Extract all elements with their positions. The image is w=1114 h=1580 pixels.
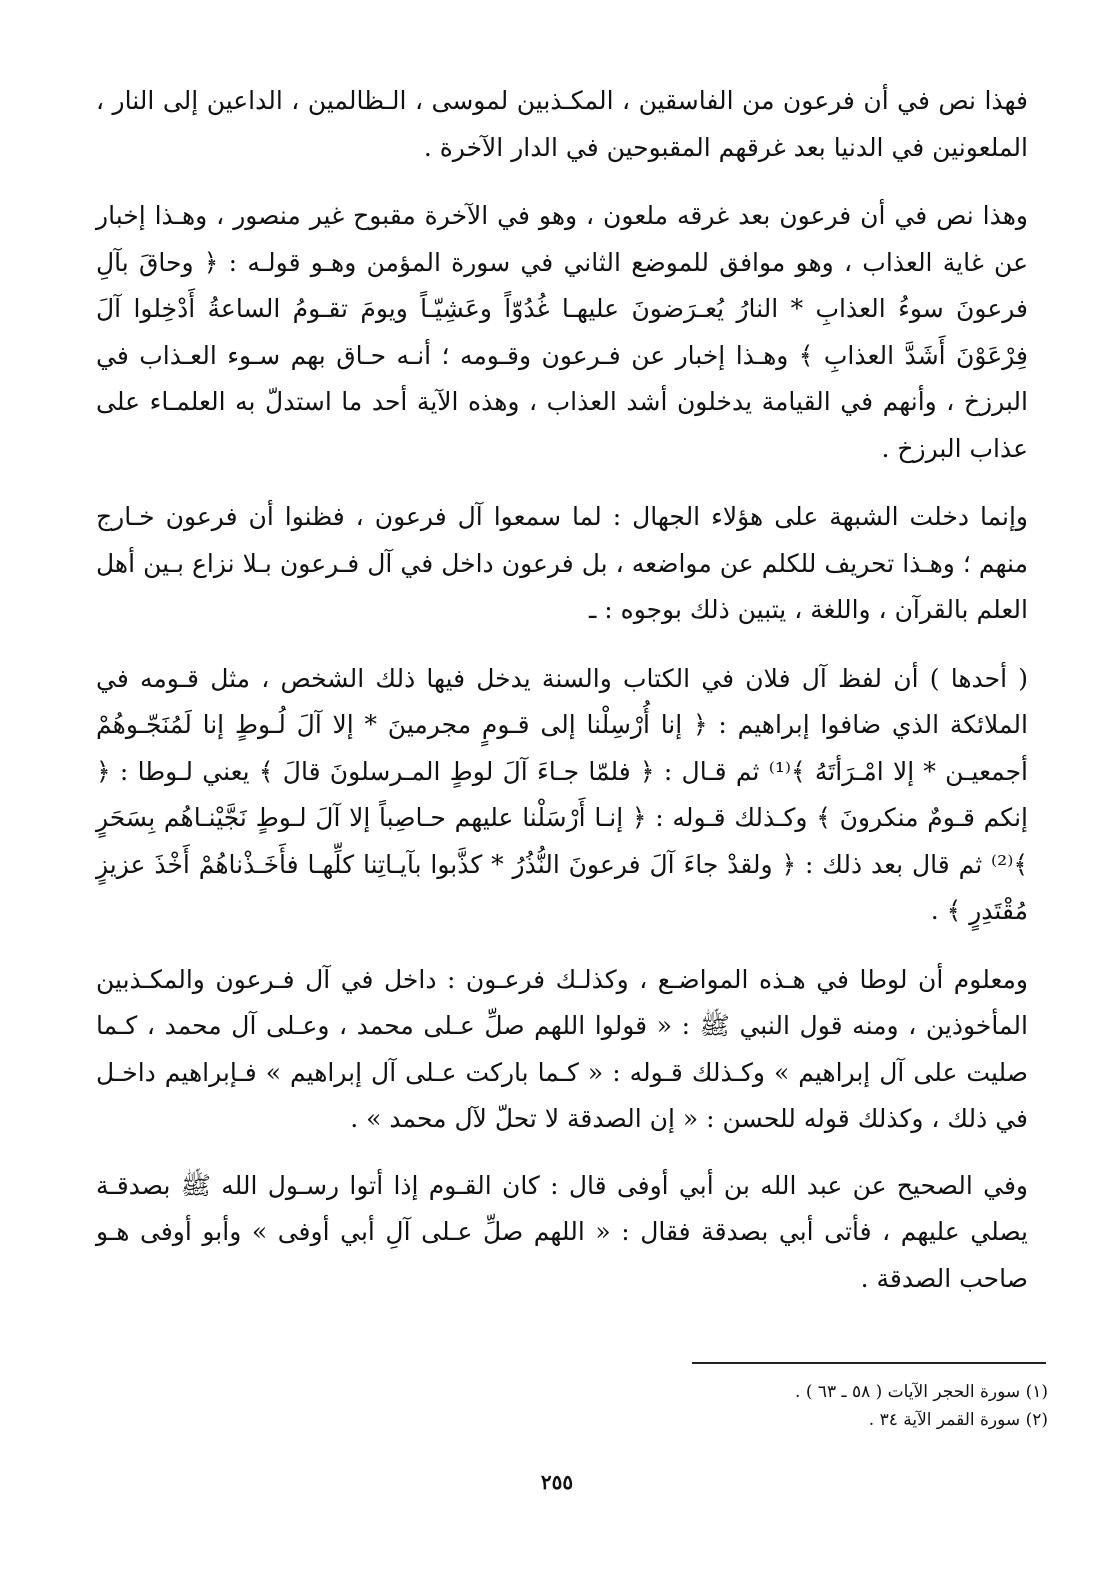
paragraph-6: وفي الصحيح عن عبد الله بن أبي أوفى قال : كان القـوم إذا أتوا رسـول الله ﷺ بصدقـة يصلي عليهم ، فأتى أبي بصدقة فقال : « اللهم صلِّ عـلى آلِ أبي أوفى » وأبو أوفى هـو صاحب الصدقة . <box>96 1170 1028 1293</box>
footnote-1: (١) سورة الحجر الآيات ( ٥٨ ـ ٦٣ ) . <box>795 1382 1048 1402</box>
page-body <box>96 78 1028 1324</box>
paragraph-2: وهذا نص في أن فرعون بعد غرقه ملعون ، وهو في الآخرة مقبوح غير منصور ، وهـذا إخبار عن غاية العذاب ، وهو موافق للموضع الثاني في سورة المؤمن وهـو قولـه : ﴿ وحاقَ بآلِ فرعونَ سوءُ العذابِ * النارُ يُعـرَضونَ عليهـا غُدُوّاً وعَشِيّـاً ويومَ تقـومُ الساعةُ أَدْخِلوا آلَ فِرْعَوْنَ أَشَدَّ العذابِ ﴾ وهـذا إخبار عن فـرعون وقـومه ؛ أنـه حـاق بهم سـوء العـذاب في البرزخ ، وأنهم في القيامة يدخلون أشد العذاب ، وهذه الآية أحد ما استدلّ به العلمـاء على عذاب البرزخ . <box>96 201 1028 463</box>
footnote-2: (٢) سورة القمر الآية ٣٤ . <box>868 1410 1048 1430</box>
paragraph-4: ( أحدها ) أن لفظ آل فلان في الكتاب والسنة يدخل فيها ذلك الشخص ، مثل قـومه في الملائكة الذي ضافوا إبراهيم : ﴿ إنا أُرْسِلْنا إلى قـومٍ مجرمينَ * إلا آلَ لُـوطٍ إنا لَمُنَجّـوهُمْ أجمعيـن * إلا امْـرَأتَهُ ﴾⁽¹⁾ ثم قـال : ﴿ فلمّا جـاءَ آلَ لوطٍ المـرسلونَ قالَ ﴾ يعني لـوطا : ﴿ إنكم قـومٌ منكرونَ ﴾ وكـذلك قـوله : ﴿ إنـا أَرْسَلْنا عليهم حـاصِباً إلا آلَ لـوطٍ نَجَّيْنـاهُم بِسَحَرٍ ﴾⁽²⁾ ثم قال بعد ذلك : ﴿ ولقدْ جاءَ آلَ فرعونَ النُّذُرُ * كذَّبوا بآيـاتِنا كلِّهـا فأَخَـذْناهُمْ أَخْذَ عزيزٍ مُقْتَدِرٍ ﴾ . <box>96 663 1028 925</box>
paragraph-5: ومعلوم أن لوطا في هـذه المواضـع ، وكذلـك فرعـون : داخل في آل فـرعون والمكـذبين المأخوذين ، ومنه قول النبي ﷺ : « قولوا اللهم صلِّ عـلى محمد ، وعـلى آل محمد ، كـما صليت على آل إبراهيم » وكـذلك قـوله : « كـما باركت عـلى آل إبراهيم » فـإبراهيم داخـل في ذلك ، وكذلك قوله للحسن : « إن الصدقة لا تحلّ لآل محمد » . <box>96 964 1028 1133</box>
paragraph-1: فهذا نص في أن فرعون من الفاسقين ، المكـذبين لموسى ، الـظالمين ، الداعين إلى النار ، الملعونين في الدنيا بعد غرقهم المقبوحين في الدار الآخرة . <box>96 86 1028 162</box>
footnote-divider <box>692 1362 1046 1364</box>
paragraph-3: وإنما دخلت الشبهة على هؤلاء الجهال : لما سمعوا آل فرعون ، فظنوا أن فرعون خـارج منهم ؛ وهـذا تحريف للكلم عن مواضعه ، بل فرعون داخل في آل فـرعون بـلا نزاع بـين أهل العلم بالقرآن ، واللغة ، يتبين ذلك بوجوه : ـ <box>96 502 1028 624</box>
footnotes <box>448 1378 1048 1434</box>
page-number: ٢٥٥ <box>540 1470 574 1494</box>
